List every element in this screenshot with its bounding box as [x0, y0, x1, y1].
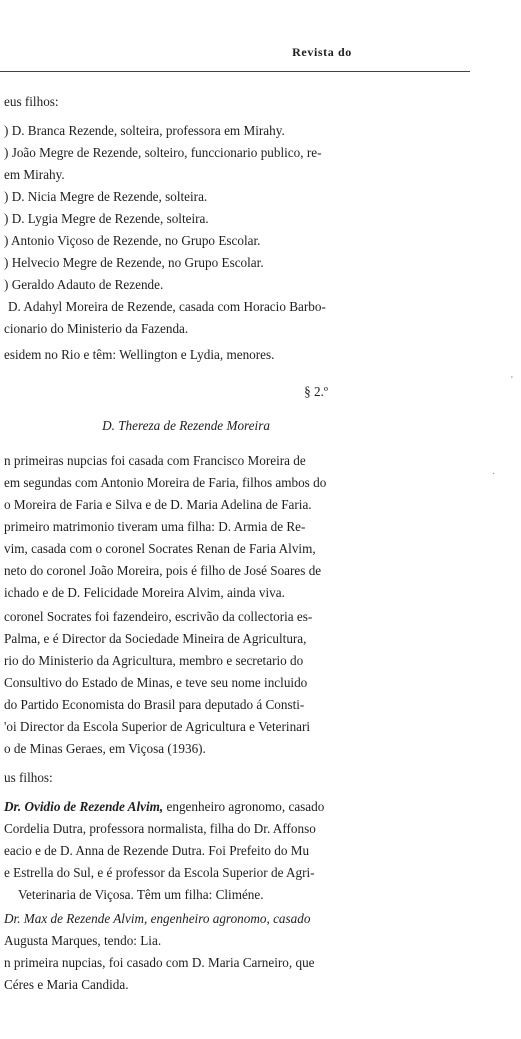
text-line: esidem no Rio e têm: Wellington e Lydia, menores. — [4, 347, 275, 362]
section-subtitle: D. Thereza de Rezende Moreira — [102, 418, 270, 433]
text-line: ) Helvecio Megre de Rezende, no Grupo Escolar. — [4, 255, 264, 270]
text-line: eus filhos: — [4, 94, 59, 109]
text-line: Cordelia Dutra, professora normalista, filha do Dr. Affonso — [4, 821, 316, 836]
running-head: Revista do — [292, 45, 352, 59]
text-fragment: engenheiro agronomo, casado — [163, 799, 325, 814]
text-line: ichado e de D. Felicidade Moreira Alvim, ainda viva. — [4, 585, 285, 600]
text-line: Augusta Marques, tendo: Lia. — [4, 933, 162, 948]
page-header — [0, 45, 521, 63]
text-line: D. Adahyl Moreira de Rezende, casada com Horacio Barbo- — [8, 299, 326, 314]
text-line: neto do coronel João Moreira, pois é filho de José Soares de — [4, 563, 322, 578]
text-line: ) D. Lygia Megre de Rezende, solteira. — [4, 211, 209, 226]
text-line: ) Antonio Viçoso de Rezende, no Grupo Escolar. — [4, 233, 261, 248]
text-line: Veterinaria de Viçosa. Têm um filha: Climéne. — [18, 887, 264, 902]
text-line: ) Geraldo Adauto de Rezende. — [4, 277, 164, 292]
text-line: o Moreira de Faria e Silva e de D. Maria Adelina de Faria. — [4, 497, 312, 512]
scan-speck: ' — [511, 375, 513, 386]
text-line: e Estrella do Sul, e é professor da Escola Superior de Agri- — [4, 865, 315, 880]
text-fragment: engenheiro agronomo, casado — [147, 911, 311, 926]
text-line: n primeira nupcias, foi casado com D. Maria Carneiro, que — [4, 955, 315, 970]
text-line: do Partido Economista do Brasil para deputado á Consti- — [4, 697, 305, 712]
text-line: o de Minas Geraes, em Viçosa (1936). — [4, 741, 206, 756]
text-line: ) João Megre de Rezende, solteiro, funccionario publico, re- — [4, 145, 322, 160]
text-line — [4, 799, 324, 815]
text-line: cionario do Ministerio da Fazenda. — [4, 321, 189, 336]
text-line: ) D. Branca Rezende, solteira, professora em Mirahy. — [4, 123, 285, 138]
text-line: primeiro matrimonio tiveram uma filha: D. Armia de Re- — [4, 519, 306, 534]
text-line: us filhos: — [4, 770, 53, 785]
text-line: ) D. Nicia Megre de Rezende, solteira. — [4, 189, 208, 204]
text-line: em segundas com Antonio Moreira de Faria, filhos ambos do — [4, 475, 327, 490]
person-name: Dr. Max de Rezende Alvim, — [4, 911, 148, 926]
header-rule — [0, 71, 470, 72]
text-line: eacio e de D. Anna de Rezende Dutra. Foi Prefeito do Mu — [4, 843, 310, 858]
text-line: Palma, e é Director da Sociedade Mineira de Agricultura, — [4, 631, 307, 646]
text-line — [4, 911, 310, 927]
text-line: n primeiras nupcias foi casada com Francisco Moreira de — [4, 453, 306, 468]
text-line: coronel Socrates foi fazendeiro, escrivão da collectoria es- — [4, 609, 313, 624]
section-heading: § 2.º — [304, 384, 328, 399]
text-line: 'oi Director da Escola Superior de Agricultura e Veterinari — [4, 719, 311, 734]
text-line: em Mirahy. — [4, 167, 65, 182]
text-line: Céres e Maria Candida. — [4, 977, 129, 992]
text-line: vim, casada com o coronel Socrates Renan de Faria Alvim, — [4, 541, 316, 556]
person-name: Dr. Ovidio de Rezende Alvim, — [4, 799, 164, 814]
text-line: rio do Ministerio da Agricultura, membro e secretario do — [4, 653, 304, 668]
text-line: Consultivo do Estado de Minas, e teve seu nome incluido — [4, 675, 308, 690]
scan-speck: · — [492, 469, 496, 480]
